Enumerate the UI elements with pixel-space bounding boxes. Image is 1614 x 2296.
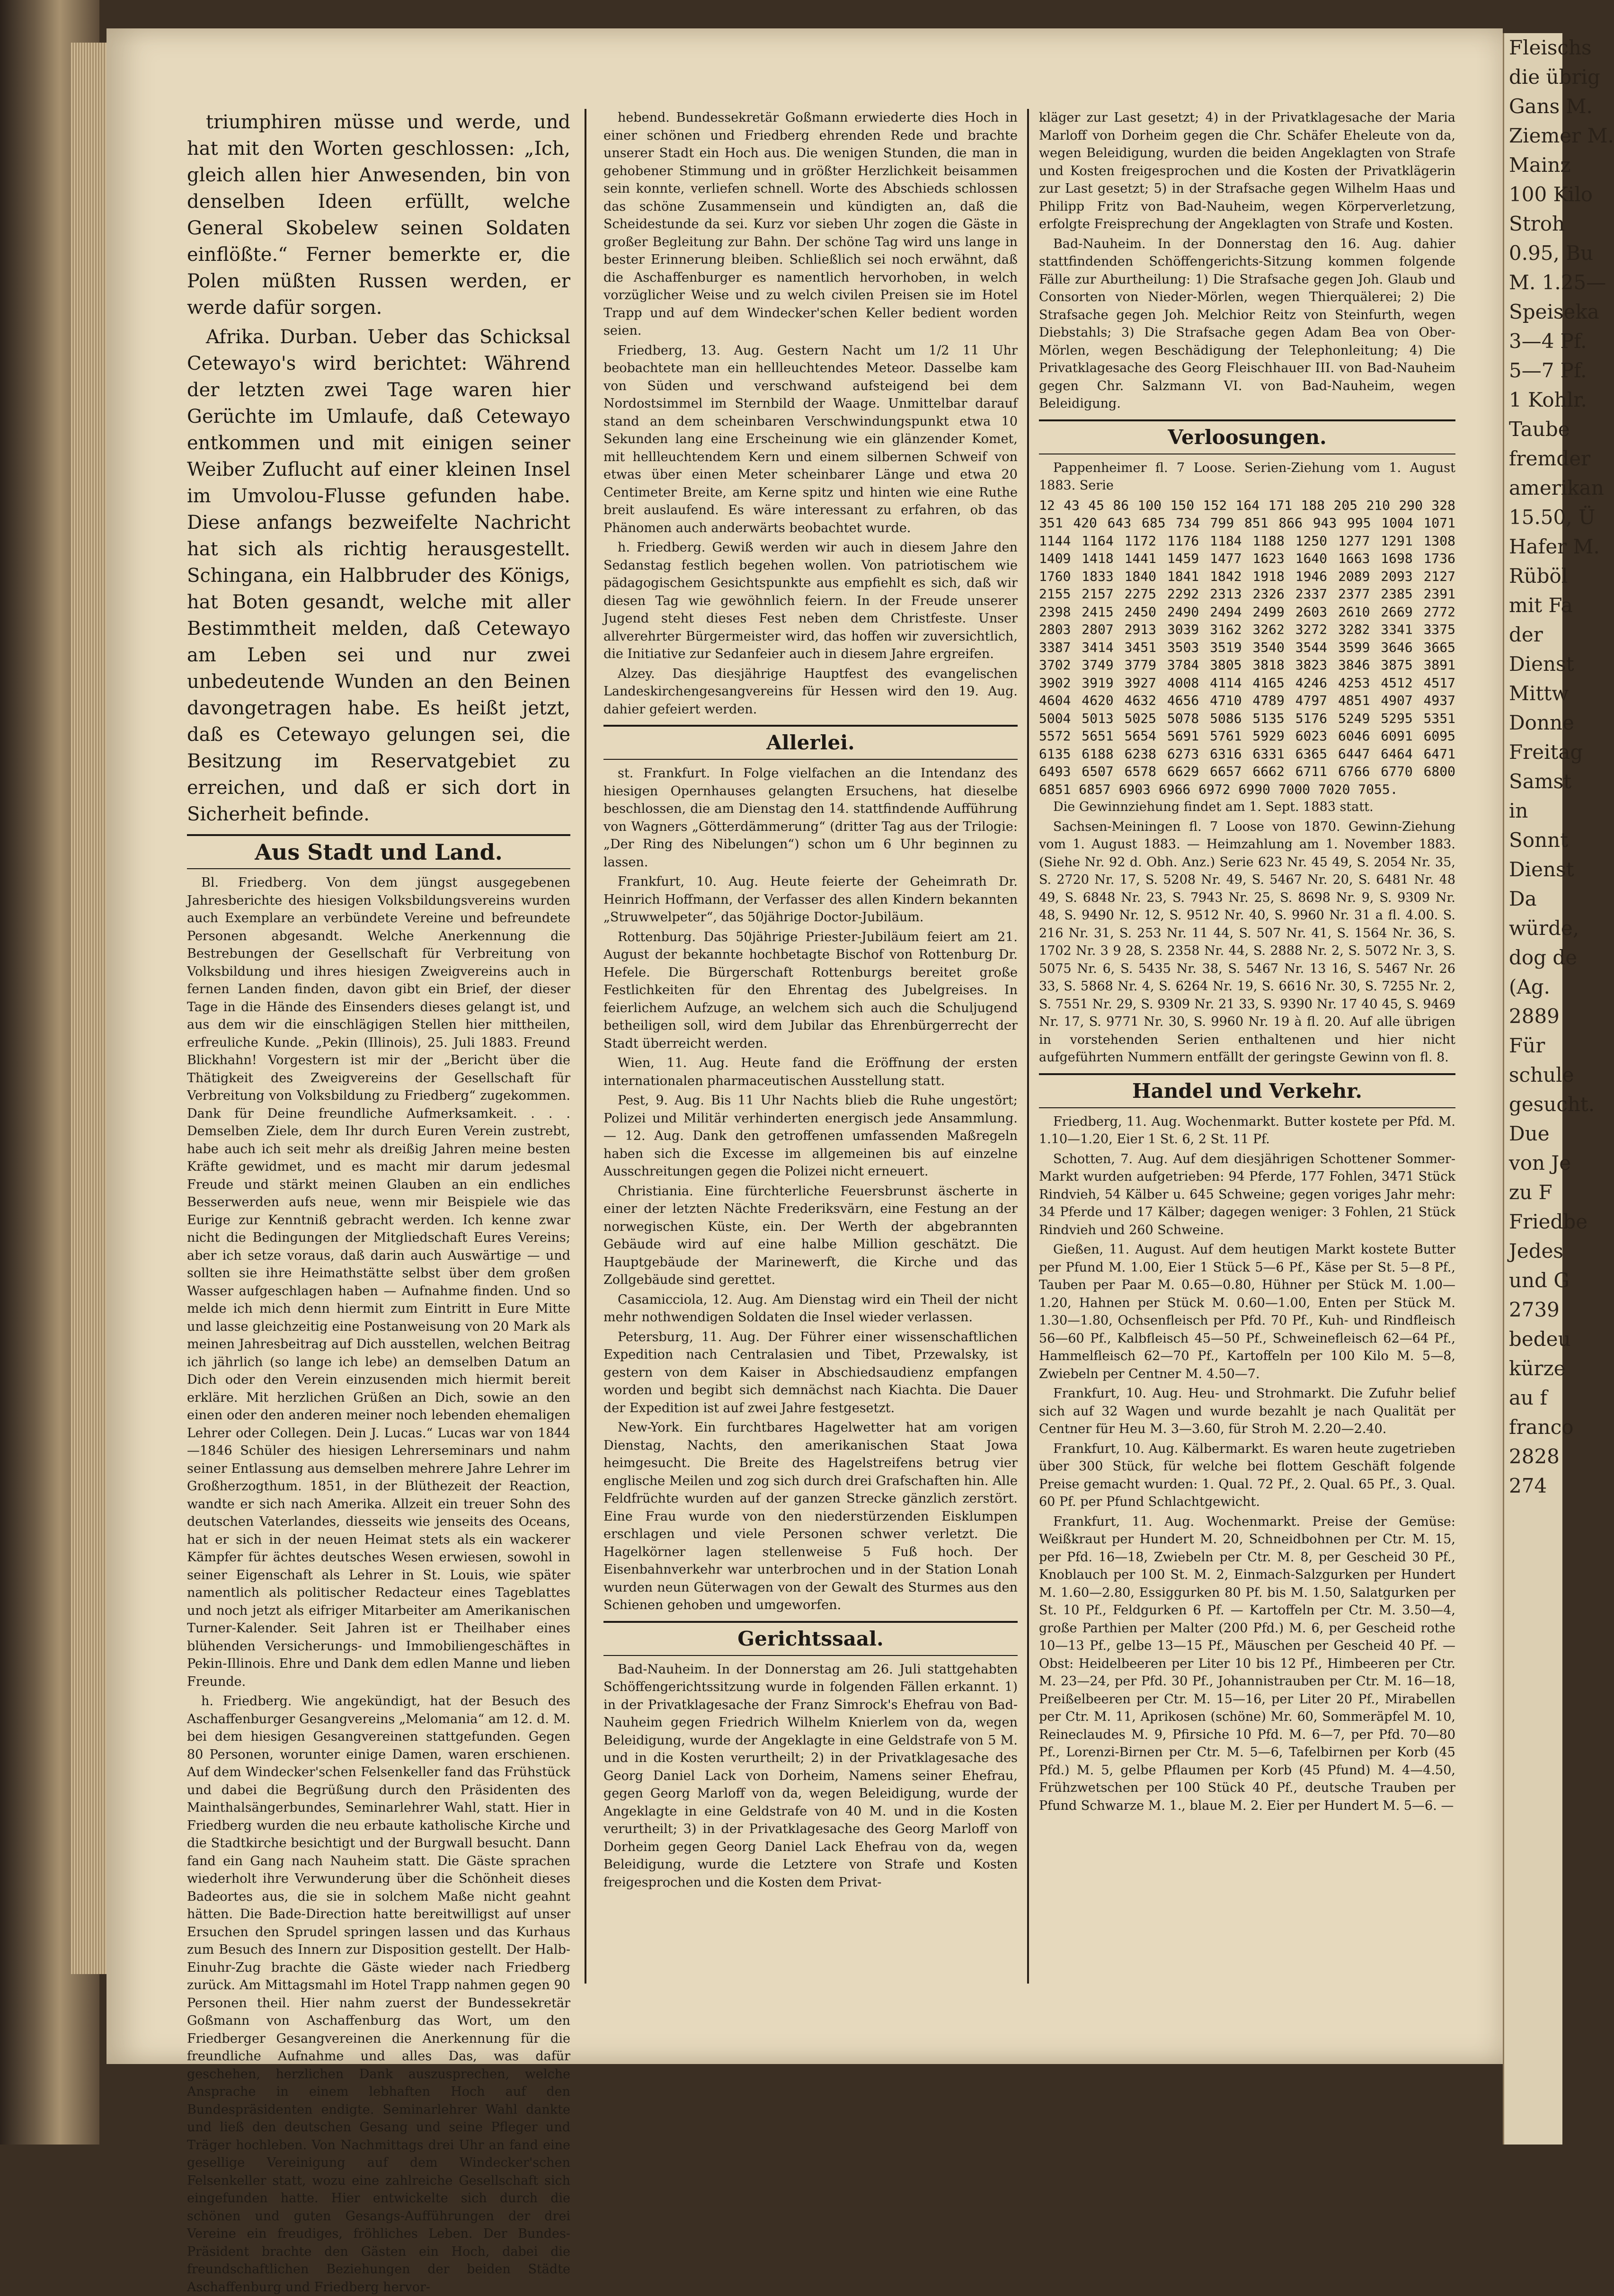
next-page-fragment: 100 Kilo (1509, 183, 1593, 206)
paragraph: Friedberg, 11. Aug. Wochenmarkt. Butter kostete per Pfd. M. 1.10—1.20, Eier 1 St. 6, 2 St. 11 Pf. (1039, 1114, 1455, 1147)
column-rule-1 (585, 109, 586, 1984)
next-page-fragment: Mainz (1509, 153, 1571, 177)
next-page-fragment: gesucht. (1509, 1093, 1595, 1116)
paragraph: Gießen, 11. August. Auf dem heutigen Markt kostete Butter per Pfund M. 1.00, Eier 1 Stück 5—6 Pf., Käse per St. 5—8 Pf., Tauben per Paar M. 0.65—0.80, Hühner per Stück M. 1.00—1.20, Hahnen per Stück M. 0.60—1.00, Enten per Stück M. 1.30—1.80, Ochsenfleisch per Pfd. 70 Pf., Kuh- und Rindfleisch 56—60 Pf., Kalbfleisch 45—50 Pf., Schweinefleisch 62—64 Pf., Hammelfleisch 62—70 Pf., Kartoffeln per 100 Kilo M. 5—8, Zwiebeln per Centner M. 4.50—7. (1039, 1242, 1455, 1381)
paragraph: Frankfurt, 10. Aug. Kälbermarkt. Es waren heute zugetrieben über 300 Stück, für welche bei flottem Geschäft folgende Preise gemacht wurden: 1. Qual. 72 Pf., 2. Qual. 65 Pf., 3. Qual. 60 Pf. per Pfund Schlachtgewicht. (1039, 1441, 1455, 1509)
next-page-fragment: franco (1509, 1415, 1574, 1439)
paragraph: Bl. Friedberg. Von dem jüngst ausgegebenen Jahresberichte des hiesigen Volksbildungsvereins wurden auch Exemplare an verbündete Vereine und befreundete Personen abgesandt. Welche Anerkennung die Bestrebungen der Gesellschaft für Verbreitung von Volksbildung und ihres hiesigen Zweigvereins auch in fernen Landen finden, davon gibt ein Brief, der dieser Tage in die Hände des Einsenders dieses gelangt ist, und aus dem wir die einschlägigen Stellen hier mittheilen, erfreuliche Kunde. „Pekin (Illinois), 25. Juli 1883. Freund Blickhahn! Vorgestern ist mir der „Bericht über die Thätigkeit des Zweigvereins der Gesellschaft für Verbreitung von Volksbildung zu Friedberg“ zugekommen. Dank für Deine freundliche Aufmerksamkeit. . . . Demselben Ziele, dem Ihr durch Euren Verein zustrebt, habe auch ich seit mehr als dreißig Jahren meine besten Kräfte gewidmet, und es macht mir darum jedesmal Freude und stärkt meinen Glauben an ein endliches Besserwerden aufs neue, wenn mir Beispiele wie das Eurige zur Kenntniß gebracht werden. Ich kenne zwar nicht die Bedingungen der Mitgliedschaft Eures Vereins; aber ich setze voraus, daß darin auch Auswärtige — und sollten sie ihre Heimathstätte selbst über dem großen Wasser aufgeschlagen haben — Aufnahme finden. Und so melde ich mich denn hiermit zum Eintritt in Eure Mitte und lasse gleichzeitig eine Postanweisung von 20 Mark als meinen Jahresbeitrag auf Dich ausstellen, welchen Beitrag ich jährlich (so lange ich lebe) an demselben Datum an Dich oder den Verein einzusenden mich hiermit bereit erkläre. Mit herzlichen Grüßen an Dich, sowie an den einen oder den anderen meiner noch lebenden ehemaligen Lehrer oder Collegen. Dein J. Lucas.“ Lucas war von 1844—1846 Schüler des hiesigen Lehrerseminars und nahm seiner Entlassung aus demselben mehrere Jahre Lehrer im Großherzogthum. 1851, in der Blüthezeit der Reaction, wandte er sich nach Amerika. Allzeit ein treuer Sohn des deutschen Vaterlandes, diesseits wie jenseits des Oceans, hat er sich in der neuen Heimat stets als ein wackerer Kämpfer für ächtes deutsches Wesen erwiesen, sowohl in seiner Eigenschaft als Lehrer in St. Louis, wie später namentlich als politischer Redacteur eines Tageblattes und noch jetzt als eifriger Mitarbeiter am Amerikanischen Turner-Kalender. Seit Jahren ist er Theilhaber eines blühenden Versicherungs- und Immobiliengeschäftes in Pekin-Illinois. Ehre und Dank dem edlen Manne und lieben Freunde. (187, 875, 570, 1689)
next-page-edge (1503, 33, 1614, 2145)
paragraph: Sachsen-Meiningen fl. 7 Loose von 1870. Gewinn-Ziehung vom 1. August 1883. — Heimzahlung am 1. November 1883. (Siehe Nr. 92 d. Obh. Anz.) Serie 623 Nr. 45 49, S. 2054 Nr. 35, S. 2720 Nr. 17, S. 5208 Nr. 49, S. 5467 Nr. 20, S. 6481 Nr. 48 49, S. 6848 Nr. 23, S. 7943 Nr. 25, S. 8698 Nr. 9, S. 9309 Nr. 48, S. 9490 Nr. 12, S. 9512 Nr. 40, S. 9960 Nr. 31 a fl. 4.00. S. 216 Nr. 31, S. 253 Nr. 11 44, S. 507 Nr. 41, S. 1564 Nr. 36, S. 1702 Nr. 3 9 28, S. 2358 Nr. 44, S. 2888 Nr. 2, S. 5072 Nr. 3, S. 5075 Nr. 6, S. 5435 Nr. 38, S. 5467 Nr. 13 16, S. 5467 Nr. 26 33, S. 5868 Nr. 4, S. 6264 Nr. 19, S. 6616 Nr. 30, S. 7255 Nr. 2, S. 7551 Nr. 29, S. 9309 Nr. 21 33, S. 9390 Nr. 17 40 45, S. 9469 Nr. 17, S. 9771 Nr. 30, S. 9960 Nr. 19 à fl. 20. Auf alle übrigen in vorstehenden Serien enthaltenen und hier nicht aufgeführten Nummern entfällt der geringste Gewinn von fl. 8. (1039, 819, 1455, 1065)
next-page-fragment: würde, (1509, 917, 1579, 940)
paragraph: kläger zur Last gesetzt; 4) in der Privatklagesache der Maria Marloff von Dorheim gegen die Chr. Schäfer Eheleute von da, wegen Beleidigung, wurden die beiden Angeklagten von Strafe und Kosten freigesprochen und die Kosten der Privatklägerin zur Last gesetzt; 5) in der Strafsache gegen Wilhelm Haas und Philipp Fritz von Bad-Nauheim, wegen Körperverletzung, erfolgte Freisprechung der Angeklagten von Strafe und Kosten. (1039, 110, 1455, 231)
section-heading-court: Gerichtssaal. (603, 1621, 1018, 1656)
next-page-fragment: Jedes (1509, 1239, 1563, 1263)
next-page-fragment: 2889 (1509, 1005, 1560, 1028)
next-page-fragment: 3—4 Pf. (1509, 329, 1587, 353)
next-page-fragment: 15.50, Ü (1509, 506, 1596, 529)
paragraph: Frankfurt, 11. Aug. Wochenmarkt. Preise der Gemüse: Weißkraut per Hundert M. 20, Schneidbohnen per Ctr. M. 15, per Pfd. 16—18, Zwiebeln per Ctr. M. 8, per Gescheid 30 Pf., Knoblauch per 100 St. M. 2, Einmach-Salzgurken per Hundert M. 1.60—2.80, Essiggurken 80 Pf. bis M. 1.50, Salatgurken per St. 10 Pf., Feldgurken 6 Pf. — Kartoffeln per Ctr. M. 3.50—4, große Parthien per Malter (200 Pfd.) M. 6, per Gescheid rothe 10—13 Pf., gelbe 13—15 Pf., Mäuschen per Gescheid 40 Pf. — Obst: Heidelbeeren per Liter 10 bis 12 Pf., Himbeeren per Ctr. M. 23—24, per Pfd. 30 Pf., Johannistrauben per Ctr. M. 16—18, Preißelbeeren per Ctr. M. 15—16, per Liter 20 Pf., Mirabellen per Ctr. M. 11, Aprikosen (schöne) Mr. 60, Sommeräpfel M. 10, Reineclaudes M. 9, Pfirsiche 10 Pfd. M. 6—7, per Pfd. 70—80 Pf., Lorenzi-Birnen per Ctr. M. 5—6, Tafelbirnen per Korb (45 Pfd.) M. 5, gelbe Pflaumen per Korb (45 Pfund) M. 4—4.50, Frühzwetschen per 100 Stück 40 Pf., deutsche Trauben per Pfund Schwarze M. 1., blaue M. 2. Eier per Hundert M. 5—6. — (1039, 1514, 1455, 1813)
next-page-fragment: Da (1509, 887, 1537, 910)
section-heading-lotteries: Verloosungen. (1039, 419, 1455, 454)
paragraph: Wien, 11. Aug. Heute fand die Eröffnung der ersten internationalen pharmaceutischen Ausstellung statt. (603, 1056, 1018, 1088)
paragraph: Rottenburg. Das 50jährige Priester-Jubiläum feiert am 21. August der bekannte hochbetagte Bischof von Rottenburg Dr. Hefele. Die Bürgerschaft Rottenburgs bereitet große Festlichkeiten für den Ehrentag des Jubelgreises. In feierlichem Aufzuge, an welchem sich auch die Schuljugend betheiligen soll, wird dem Jubilar das Ehrenbürgerrecht der Stadt überreicht werden. (603, 929, 1018, 1051)
next-page-fragment: kürze (1509, 1357, 1566, 1380)
next-page-fragment: der (1509, 623, 1543, 646)
next-page-fragment: Stroh (1509, 212, 1565, 235)
paragraph: Frankfurt, 10. Aug. Heu- und Strohmarkt. Die Zufuhr belief sich auf 32 Wagen und wurde bezahlt je nach Qualität per Centner für Heu M. 3—3.60, für Stroh M. 2.20—2.40. (1039, 1386, 1455, 1436)
paragraph: Pest, 9. Aug. Bis 11 Uhr Nachts blieb die Ruhe ungestört; Polizei und Militär verhinderten energisch jede Ansammlung. — 12. Aug. Dank den getroffenen umfassenden Maßregeln haben sich die Excesse im allgemeinen bis auf einzelne Ausschreitungen gegen die Polizei nicht erneuert. (603, 1093, 1018, 1179)
paragraph: h. Friedberg. Wie angekündigt, hat der Besuch des Aschaffenburger Gesangvereins „Melomania“ am 12. d. M. bei dem hiesigen Gesangvereinen stattgefunden. Gegen 80 Personen, worunter einige Damen, waren erschienen. Auf dem Windecker'schen Felsenkeller fand das Frühstück und dabei die Begrüßung durch den Präsidenten des Mainthalsängerbundes, Seminarlehrer Wahl, statt. Hier in Friedberg wurden die neu erbaute katholische Kirche und die Stadtkirche besichtigt und der Burgwall besucht. Dann fand ein Gang nach Nauheim statt. Die Gäste sprachen wiederholt ihre Verwunderung über die Schönheit dieses Badeortes aus, die sie in solchem Maße nicht geahnt hätten. Die Bade-Direction hatte bereitwilligst auf unser Ersuchen den Sprudel springen lassen und das Kurhaus zum Besuch des Innern zur Disposition gestellt. Der Halb-Einuhr-Zug brachte die Gäste wieder nach Friedberg zurück. Am Mittagsmahl im Hotel Trapp nahmen gegen 90 Personen theil. Hier nahm zuerst der Bundessekretär Goßmann von Aschaffenburg das Wort, um den Friedberger Gesangvereinen die Anerkennung für die freundliche Aufnahme und alles Das, was dafür geschehen, herzlichen Dank auszusprechen, welche Ansprache in einem lebhaften Hoch auf den Bundespräsidenten endigte. Seminarlehrer Wahl dankte und ließ den deutschen Gesang und seine Pfleger und Träger hochleben. Von Nachmittags drei Uhr an fand eine gesellige Vereinigung auf dem Windecker'schen Felsenkeller statt, wozu eine zahlreiche Gesellschaft sich eingefunden hatte. Hier entwickelte sich durch die schönen und guten Gesangs-Aufführungen der drei Vereine ein freudiges, fröhliches Leben. Der Bundes-Präsident brachte den Gästen ein Hoch, dabei die freundschaftlichen Beziehungen der beiden Städte Aschaffenburg und Friedberg hervor- (187, 1694, 570, 2295)
paragraph: st. Frankfurt. In Folge vielfachen an die Intendanz des hiesigen Opernhauses gelangten Ersuchens, hat dieselbe beschlossen, die am Dienstag den 14. stattfindende Aufführung von Wagners „Götterdämmerung“ (dritter Tag aus der Trilogie: „Der Ring des Nibelungen“) schon um 6 Uhr beginnen zu lassen. (603, 766, 1018, 870)
page-edges (71, 43, 109, 1974)
next-page-fragment: in (1509, 799, 1528, 822)
column-1 (187, 109, 570, 2295)
paragraph: h. Friedberg. Gewiß werden wir auch in diesem Jahre den Sedanstag festlich begehen wollen. Von patriotischem wie pädagogischem Gesichtspunkte aus empfiehlt es sich, daß wir diesen Tag wie gewöhnlich feiern. In der Freude unserer Jugend steht dieses Fest neben dem Christfeste. Unser allverehrter Bürgermeister wird, das hoffen wir zuversichtlich, die Initiative zur Sedanfeier auch in diesem Jahre ergreifen. (603, 540, 1018, 661)
paragraph: Frankfurt, 10. Aug. Heute feierte der Geheimrath Dr. Heinrich Hoffmann, der Verfasser des allen Kindern bekannten „Struwwelpeter“, das 50jährige Doctor-Jubiläum. (603, 874, 1018, 925)
paragraph: Afrika. Durban. Ueber das Schicksal Cetewayo's wird berichtet: Während der letzten zwei Tage waren hier Gerüchte im Umlaufe, daß Cetewayo entkommen und mit einigen seiner Weiber Zuflucht auf einer kleinen Insel im Umvolou-Flusse gefunden habe. Diese anfangs bezweifelte Nachricht hat sich als richtig herausgestellt. Schingana, ein Halbbruder des Königs, hat Boten gesandt, welche mit aller Bestimmtheit melden, daß Cetewayo am Leben sei und nur zwei unbedeutende Wunden an den Beinen davongetragen habe. Es heißt jetzt, daß es Cetewayo gelungen sei, die Besitzung im Reservatgebiet zu erreichen, und daß er sich dort in Sicherheit befinde. (187, 326, 570, 825)
next-page-fragment: fremder (1509, 447, 1591, 470)
foreign-news (187, 109, 570, 828)
paragraph: Schotten, 7. Aug. Auf dem diesjährigen Schottener Sommer-Markt wurden aufgetrieben: 94 Pferde, 177 Fohlen, 3471 Stück Rindvieh, 54 Kälber u. 645 Schweine; gegen voriges Jahr mehr: 34 Pferde und 17 Kälber; dagegen weniger: 3 Fohlen, 21 Stück Rindvieh und 260 Schweine. (1039, 1151, 1455, 1237)
paragraph: Christiania. Eine fürchterliche Feuersbrunst äscherte in einer der letzten Nächte Frederiksvärn, eine Festung an der norwegischen Küste, ein. Der Werth der abgebrannten Gebäude wird auf eine halbe Million geschätzt. Die Hauptgebäude der Marinewerft, die Kirche und das Zollgebäude sind gerettet. (603, 1184, 1018, 1287)
next-page-fragment: die übrig (1509, 65, 1600, 89)
next-page-fragment: mit Fa (1509, 594, 1573, 617)
section-heading-local-news: Aus Stadt und Land. (187, 834, 570, 869)
next-page-fragment: (Ag. (1509, 975, 1550, 998)
next-page-fragment: Ziemer M. (1509, 124, 1614, 147)
next-page-fragment: Dienst (1509, 652, 1574, 676)
next-page-fragment: 274 (1509, 1474, 1547, 1497)
next-page-fragment: 5—7 Pf. (1509, 359, 1587, 382)
column-2 (603, 109, 1018, 1988)
column-rule-2 (1027, 109, 1029, 1984)
next-page-fragment: zu F (1509, 1181, 1552, 1204)
next-page-fragment: au f (1509, 1386, 1547, 1409)
next-page-fragment: 1 Kohlr. (1509, 388, 1587, 411)
next-page-fragment: Für (1509, 1034, 1545, 1057)
paragraph: Pappenheimer fl. 7 Loose. Serien-Ziehung vom 1. August 1883. Serie (1039, 460, 1455, 493)
next-page-fragment: Sonnt (1509, 828, 1569, 852)
next-page-fragment: von Je (1509, 1151, 1571, 1175)
next-page-fragment: 2828 (1509, 1445, 1560, 1468)
next-page-fragment: Friedbe (1509, 1210, 1588, 1233)
paragraph: New-York. Ein furchtbares Hagelwetter hat am vorigen Dienstag, Nachts, den amerikanischen Staat Jowa heimgesucht. Die Breite des Hagelstreifens betrug vier englische Meilen und zog sich durch drei Grafschaften hin. Alle Feldfrüchte wurden auf der ganzen Strecke gänzlich zerstört. Eine Frau wurde von den niederstürzenden Eisklumpen erschlagen und viele Personen schwer verletzt. Die Hagelkörner lagen stellenweise 5 Fuß hoch. Der Eisenbahnverkehr war unterbrochen und in der Station Lonah wurden neun Güterwagen von der Gewalt des Sturmes aus den Schienen gehoben und umgeworfen. (603, 1420, 1018, 1612)
next-page-fragment: amerikan (1509, 476, 1604, 499)
paragraph: Casamicciola, 12. Aug. Am Dienstag wird ein Theil der nicht mehr nothwendigen Soldaten die Insel wieder verlassen. (603, 1292, 1018, 1325)
next-page-fragment: bedeu (1509, 1327, 1571, 1351)
next-page-fragment: Hafer M. (1509, 535, 1600, 558)
paragraph: Petersburg, 11. Aug. Der Führer einer wissenschaftlichen Expedition nach Centralasien und Tibet, Przewalsky, ist gestern von dem Kaiser in Abschiedsaudienz empfangen worden und begibt sich demnächst nach Kiachta. Die Dauer der Expedition ist auf zwei Jahre festgesetzt. (603, 1329, 1018, 1415)
next-page-fragment: Samst (1509, 770, 1572, 793)
next-page-fragment: Donne (1509, 711, 1574, 734)
paragraph: Alzey. Das diesjährige Hauptfest des evangelischen Landeskirchengesangvereins für Hessen wird den 19. Aug. dahier gefeiert werden. (603, 666, 1018, 717)
next-page-fragment: Rüböl (1509, 564, 1568, 587)
next-page-fragment: 2739 (1509, 1298, 1560, 1321)
next-page-fragment: schule (1509, 1063, 1574, 1086)
next-page-fragment: Gans M. (1509, 95, 1593, 118)
local-news (187, 874, 570, 2296)
column-3 (1039, 109, 1455, 1988)
next-page-fragment: Dienst (1509, 858, 1574, 881)
section-heading-allerlei: Allerlei. (603, 725, 1018, 760)
paragraph: hebend. Bundessekretär Goßmann erwiederte dies Hoch in einer schönen und Friedberg ehrenden Rede und brachte unserer Stadt ein Hoch aus. Die wenigen Stunden, die man in gehobener Stimmung und in größter Herzlichkeit beisammen sein konnte, verliefen schnell. Worte des Abschieds schlossen das schöne Zusammensein und kündigten an, daß die Scheidestunde da sei. Kurz vor sieben Uhr zogen die Gäste in großer Begleitung zur Bahn. Der schöne Tag wird uns lange in bester Erinnerung bleiben. Schließlich sei noch erwähnt, daß die Aschaffenburger es namentlich hervorhoben, in welch vorzüglicher Weise und zu welch civilen Preisen sie im Hotel Trapp und auf dem Windecker'schen Keller bedient worden seien. (603, 110, 1018, 338)
paragraph: Bad-Nauheim. In der Donnerstag am 26. Juli stattgehabten Schöffengerichtssitzung wurde in folgenden Fällen erkannt. 1) in der Privatklagesache der Franz Simrock's Ehefrau von Bad-Nauheim gegen Friedrich Wilhelm Knierlem von da, wegen Beleidigung, wurde der Angeklagte in eine Geldstrafe von 5 M. und in die Kosten verurtheilt; 2) in der Privatklagesache des Georg Daniel Lack von Dorheim, Namens seiner Ehefrau, gegen Georg Marloff von da, wegen Beleidigung, wurde der Angeklagte in eine Geldstrafe von 40 M. und in die Kosten verurtheilt; 3) in der Privatklagesache des Georg Marloff von Dorheim gegen Georg Daniel Lack Ehefrau von da, wegen Beleidigung, wurde die Letztere von Strafe und Kosten freigesprochen und die Kosten dem Privat- (603, 1662, 1018, 1890)
paragraph: Friedberg, 13. Aug. Gestern Nacht um 1/2 11 Uhr beobachtete man ein hellleuchtendes Meteor. Dasselbe kam von Süden und verschwand aufsteigend bei dem Nordostsimmel im Sternbild der Waage. Unmittelbar darauf stand an dem scheinbaren Verschwindungspunkt etwa 10 Sekunden lang eine Erscheinung wie ein glänzender Komet, mit hellleuchtendem Kern und einem silbernen Schweif von etwas über einen Meter scheinbarer Länge und etwa 20 Centimeter Breite, am Kerne spitz und hinten wie eine Ruthe breit auslaufend. Es wäre interessant zu erfahren, ob das Phänomen auch anderwärts beobachtet wurde. (603, 343, 1018, 535)
paragraph: Die Gewinnziehung findet am 1. Sept. 1883 statt. (1053, 800, 1374, 814)
next-page-fragment: dog de (1509, 946, 1578, 969)
next-page-fragment: M. 1.25— (1509, 271, 1606, 294)
next-page-fragment: Freitag (1509, 740, 1583, 764)
next-page-fragment: Taube (1509, 418, 1570, 441)
next-page-fragment: Mittw (1509, 682, 1569, 705)
paragraph: triumphiren müsse und werde, und hat mit den Worten geschlossen: „Ich, gleich allen hier Anwesenden, bin von denselben Ideen erfüllt, welche General Skobelew seinen Soldaten einflößte.“ Ferner bemerkte er, die Polen müßten Russen werden, er werde dafür sorgen. (187, 111, 570, 319)
next-page-fragment: Due (1509, 1122, 1550, 1145)
paragraph: Bad-Nauheim. In der Donnerstag den 16. Aug. dahier stattfindenden Schöffengerichts-Sitzung kommen folgende Fälle zur Aburtheilung: 1) Die Strafsache gegen Joh. Glaub und Consorten von Nieder-Mörlen, wegen Thierquälerei; 2) Die Strafsache gegen Joh. Melchior Reitz von Steinfurth, wegen Diebstahls; 3) Die Strafsache gegen Adam Bea von Ober-Mörlen, wegen Beschädigung der Telephonleitung; 4) Die Privatklagesache des Georg Fleischhauer III. von Bad-Nauheim gegen Chr. Salzmann VI. von Bad-Nauheim, wegen Beleidigung. (1039, 236, 1455, 411)
next-page-fragment: Speiseka (1509, 300, 1599, 323)
next-page-fragment: und G (1509, 1269, 1570, 1292)
section-heading-trade: Handel und Verkehr. (1039, 1073, 1455, 1108)
next-page-fragment: Fleischs (1509, 36, 1592, 59)
lottery-series-numbers: 12 43 45 86 100 150 152 164 171 188 205 210 290 328 351 420 643 685 734 799 851 866 943 995 1004 1071 1144 1164 1172 1176 1184 1188 1250 1277 1291 1308 1409 1418 1441 1459 1477 1623 1640 1663 1698 1736 1760 1833 1840 1841 1842 1918 1946 2089 2093 2127 2155 2157 2275 2292 2313 2326 2337 2377 2385 2391 2398 2415 2450 2490 2494 2499 2603 2610 2669 2772 2803 2807 2913 3039 3162 3262 3272 3282 3341 3375 3387 3414 3451 3503 3519 3540 3544 3599 3646 3665 3702 3749 3779 3784 3805 3818 3823 3846 3875 3891 3902 3919 3927 4008 4114 4165 4246 4253 4512 4517 4604 4620 4632 4656 4710 4789 4797 4851 4907 4937 5004 5013 5025 5078 5086 5135 5176 5249 5295 5351 5572 5651 5654 5691 5761 5929 6023 6046 6091 6095 6135 6188 6238 6273 6316 6331 6365 6447 6464 6471 6493 6507 6578 6629 6657 6662 6711 6766 6770 6800 6851 6857 6903 6966 6972 6990 7000 7020 7055. (1039, 497, 1455, 797)
next-page-fragment: 0.95, Bu (1509, 241, 1594, 265)
